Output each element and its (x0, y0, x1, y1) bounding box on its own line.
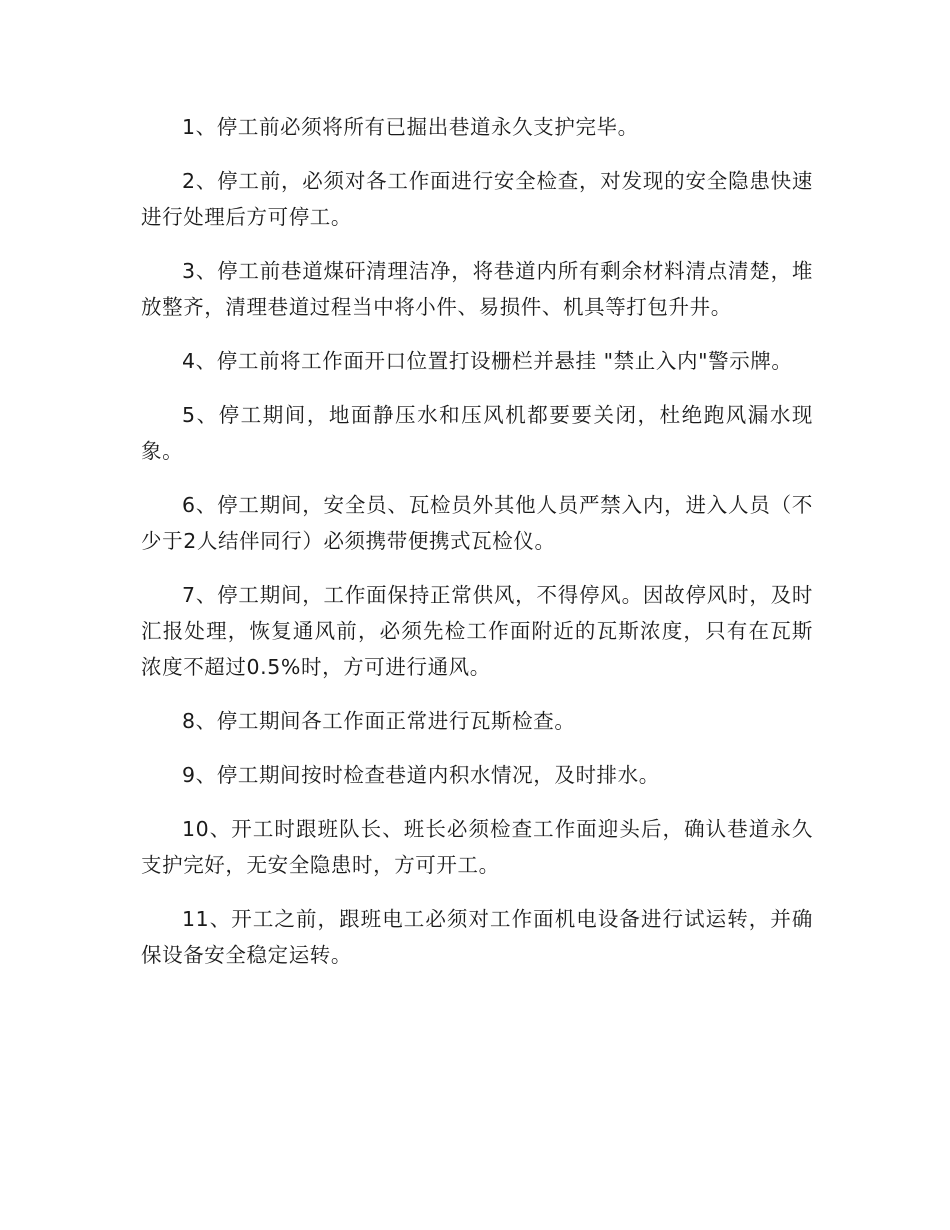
paragraph-4: 4、停工前将工作面开口位置打设栅栏并悬挂 "禁止入内"警示牌。 (182, 349, 793, 373)
paragraph-6: 6、停工期间，安全员、瓦检员外其他人员严禁入内，进入人员（不少于2人结伴同行）必须携带便携式瓦检仪。 (141, 493, 813, 553)
paragraph-11: 11、开工之前，跟班电工必须对工作面机电设备进行试运转，并确保设备安全稳定运转。 (141, 907, 813, 967)
paragraph-9: 9、停工期间按时检查巷道内积水情况，及时排水。 (182, 763, 660, 787)
paragraph-10: 10、开工时跟班队长、班长必须检查工作面迎头后，确认巷道永久支护完好，无安全隐患时，方可开工。 (141, 817, 813, 877)
paragraph-5: 5、停工期间，地面静压水和压风机都要要关闭，杜绝跑风漏水现象。 (141, 403, 813, 463)
paragraph-2: 2、停工前，必须对各工作面进行安全检查，对发现的安全隐患快速进行处理后方可停工。 (141, 169, 813, 229)
paragraph-8: 8、停工期间各工作面正常进行瓦斯检查。 (182, 709, 576, 733)
paragraph-1: 1、停工前必须将所有已掘出巷道永久支护完毕。 (182, 115, 639, 139)
paragraph-3: 3、停工前巷道煤矸清理洁净，将巷道内所有剩余材料清点清楚，堆放整齐，清理巷道过程当中将小件、易损件、机具等打包升井。 (141, 259, 813, 319)
paragraph-7: 7、停工期间，工作面保持正常供风，不得停风。因故停风时，及时汇报处理，恢复通风前，必须先检工作面附近的瓦斯浓度，只有在瓦斯浓度不超过0.5%时，方可进行通风。 (141, 583, 813, 679)
document-body (141, 109, 813, 991)
